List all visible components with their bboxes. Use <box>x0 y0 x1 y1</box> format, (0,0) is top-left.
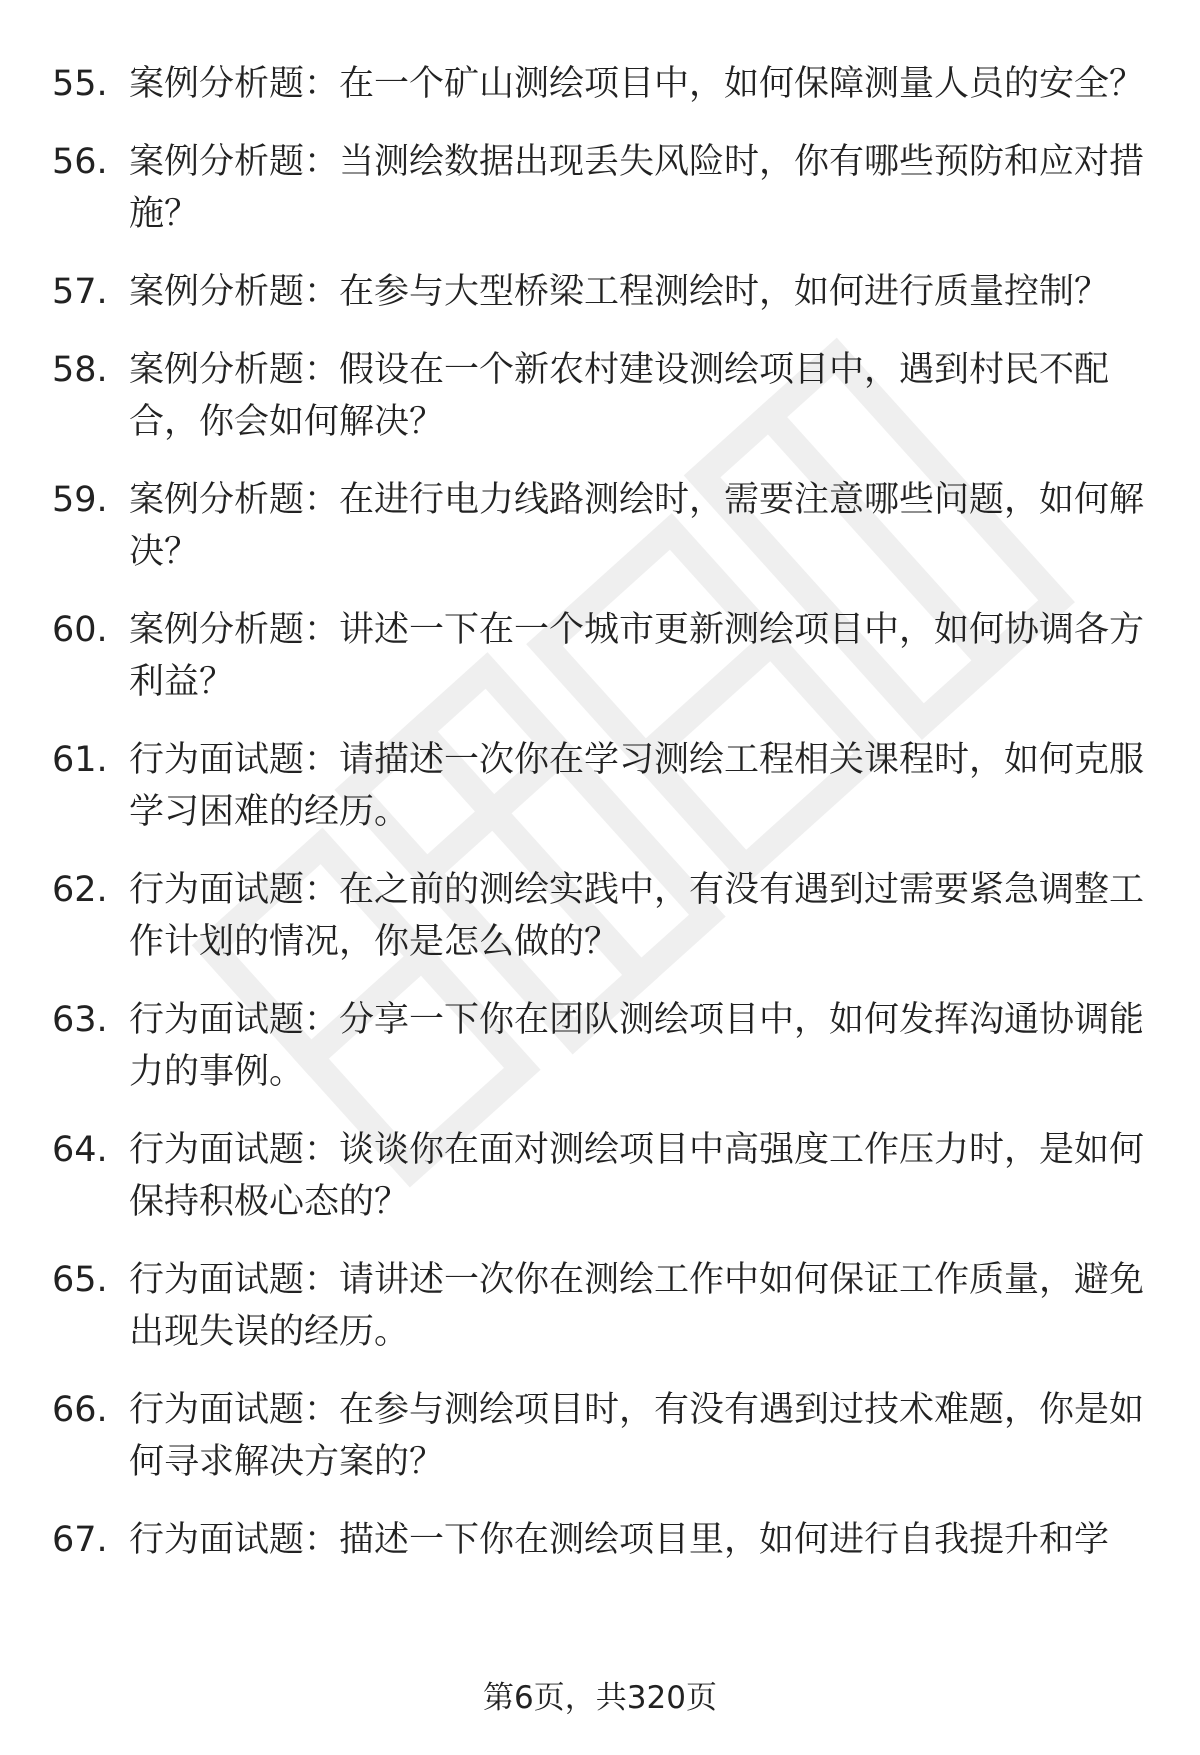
question-number: 65. <box>52 1260 108 1300</box>
question-number: 55. <box>52 64 108 104</box>
list-item <box>52 1384 1157 1488</box>
list-item <box>52 1254 1157 1358</box>
question-text: 行为面试题：请描述一次你在学习测绘工程相关课程时，如何克服学习困难的经历。 <box>129 740 1145 832</box>
list-item <box>52 474 1157 578</box>
question-text: 案例分析题：在进行电力线路测绘时，需要注意哪些问题，如何解决？ <box>129 480 1145 572</box>
question-number: 64. <box>52 1130 108 1170</box>
question-number: 62. <box>52 870 108 910</box>
question-text: 案例分析题：在一个矿山测绘项目中，如何保障测量人员的安全？ <box>129 64 1145 104</box>
list-item <box>52 266 1157 318</box>
list-item <box>52 344 1157 448</box>
list-item <box>52 604 1157 708</box>
list-item <box>52 1124 1157 1228</box>
page-footer: 第6页，共320页 <box>483 1680 717 1716</box>
question-text: 行为面试题：谈谈你在面对测绘项目中高强度工作压力时，是如何保持积极心态的？ <box>129 1130 1145 1222</box>
question-number: 67. <box>52 1520 108 1560</box>
question-number: 61. <box>52 740 108 780</box>
list-item <box>52 994 1157 1098</box>
question-list <box>52 58 1157 1592</box>
question-number: 66. <box>52 1390 108 1430</box>
question-text: 行为面试题：描述一下你在测绘项目里，如何进行自我提升和学 <box>129 1520 1110 1560</box>
question-number: 56. <box>52 142 108 182</box>
list-item <box>52 136 1157 240</box>
question-text: 行为面试题：在之前的测绘实践中，有没有遇到过需要紧急调整工作计划的情况，你是怎么做的？ <box>129 870 1145 962</box>
list-item <box>52 734 1157 838</box>
list-item <box>52 1514 1157 1566</box>
question-text: 案例分析题：讲述一下在一个城市更新测绘项目中，如何协调各方利益？ <box>129 610 1145 702</box>
question-number: 57. <box>52 272 108 312</box>
question-number: 63. <box>52 1000 108 1040</box>
question-text: 案例分析题：在参与大型桥梁工程测绘时，如何进行质量控制？ <box>129 272 1110 312</box>
question-text: 案例分析题：当测绘数据出现丢失风险时，你有哪些预防和应对措施？ <box>129 142 1145 234</box>
question-number: 60. <box>52 610 108 650</box>
question-number: 58. <box>52 350 108 390</box>
list-item <box>52 864 1157 968</box>
question-text: 行为面试题：请讲述一次你在测绘工作中如何保证工作质量，避免出现失误的经历。 <box>129 1260 1145 1352</box>
question-number: 59. <box>52 480 108 520</box>
list-item <box>52 58 1157 110</box>
question-text: 行为面试题：在参与测绘项目时，有没有遇到过技术难题，你是如何寻求解决方案的？ <box>129 1390 1145 1482</box>
question-text: 行为面试题：分享一下你在团队测绘项目中，如何发挥沟通协调能力的事例。 <box>129 1000 1145 1092</box>
question-text: 案例分析题：假设在一个新农村建设测绘项目中，遇到村民不配合，你会如何解决？ <box>129 350 1110 442</box>
